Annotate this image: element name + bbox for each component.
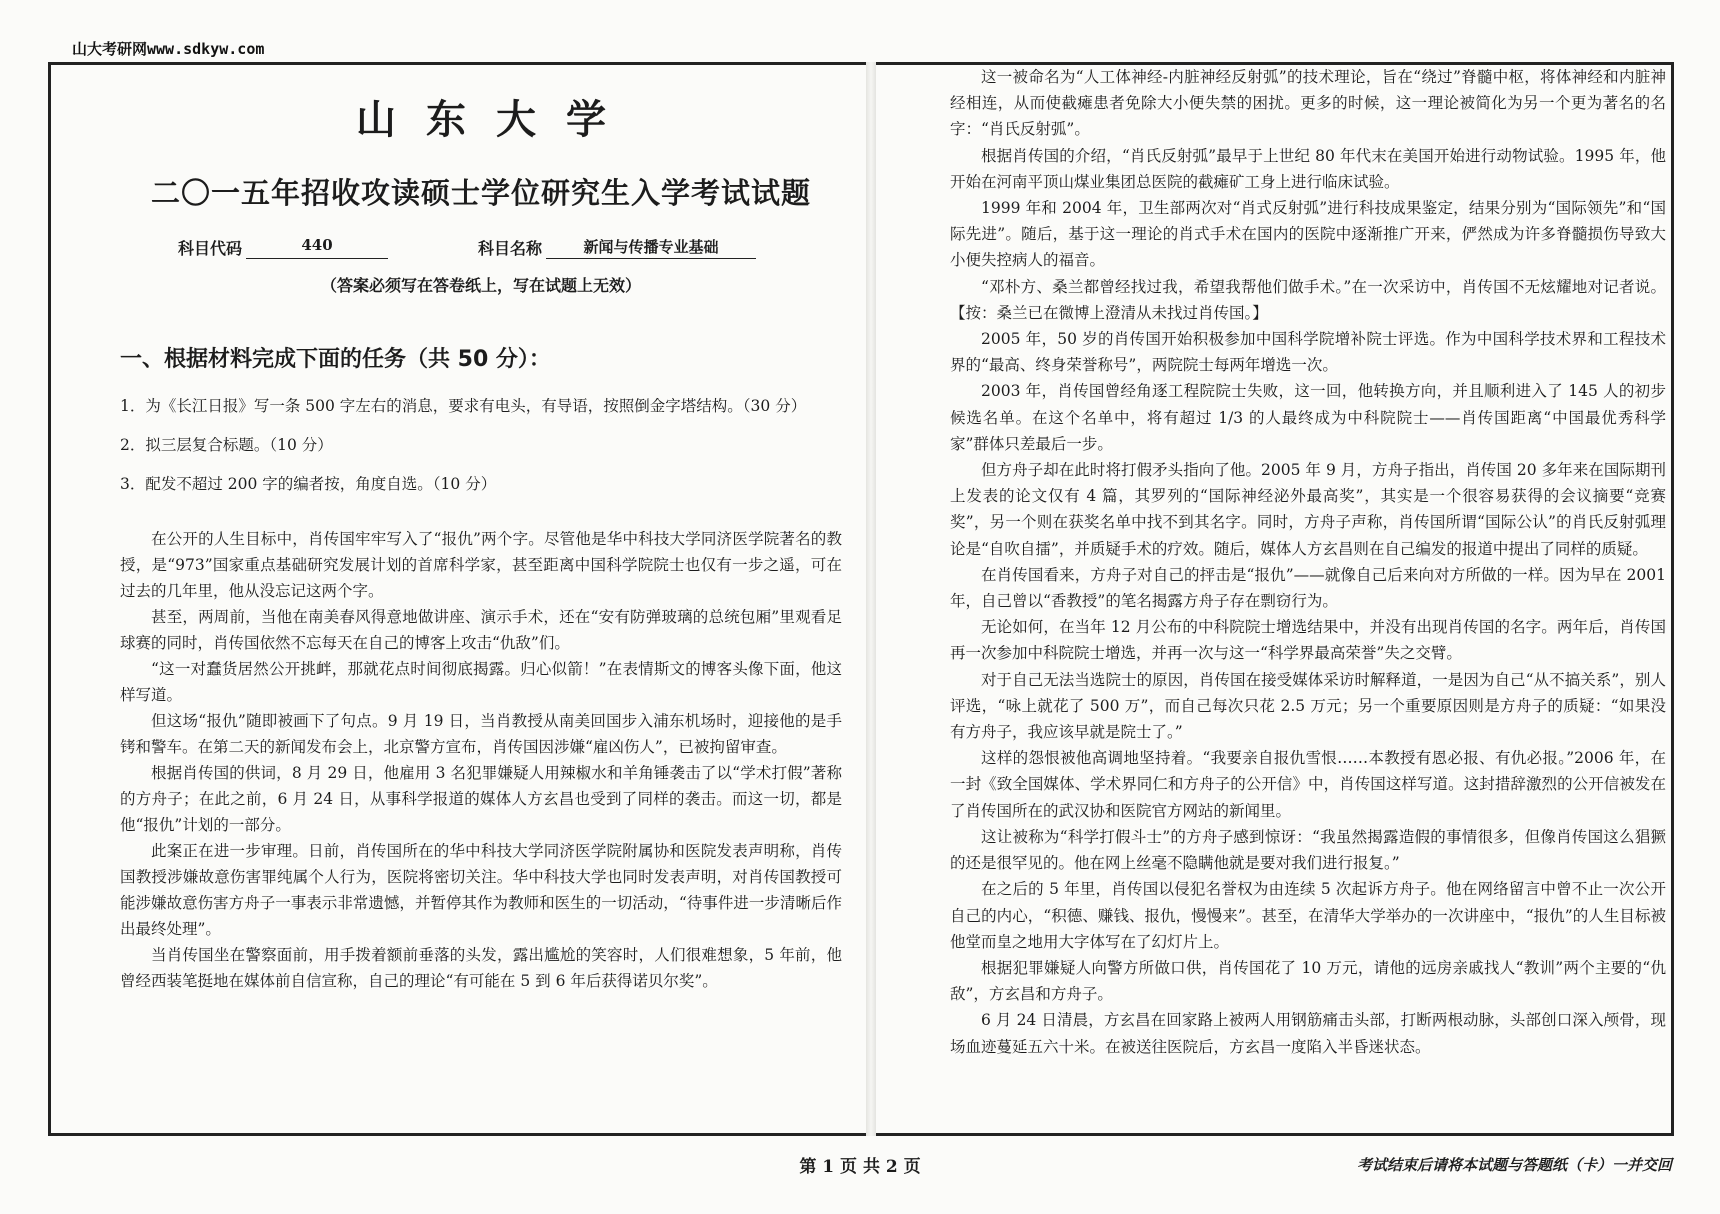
material-paragraph: 1999 年和 2004 年，卫生部两次对“肖式反射弧”进行科技成果鉴定，结果分别为“国际领先”和“国际先进”。随后，基于这一理论的肖式手术在国内的医院中逐渐推广开来，俨然成为许多脊髓损伤导致大小便失控病人的福音。 bbox=[950, 199, 1666, 270]
task-item: 1．为《长江日报》写一条 500 字左右的消息，要求有电头，有导语，按照倒金字塔结构。（30 分） bbox=[120, 397, 807, 415]
material-paragraph: 6 月 24 日清晨，方玄昌在回家路上被两人用钢筋痛击头部，打断两根动脉，头部创口深入颅骨，现场血迹蔓延五六十米。在被送往医院后，方玄昌一度陷入半昏迷状态。 bbox=[950, 1011, 1666, 1056]
material-paragraph: 2005 年，50 岁的肖传国开始积极参加中国科学院增补院士评选。作为中国科学技术界和工程技术界的“最高、终身荣誉称号”，两院院士每两年增选一次。 bbox=[950, 330, 1666, 375]
material-paragraph: 在肖传国看来，方舟子对自己的抨击是“报仇”——就像自己后来向对方所做的一样。因为早在 2001 年，自己曾以“香教授”的笔名揭露方舟子存在剽窃行为。 bbox=[950, 565, 1666, 611]
subject-row bbox=[120, 236, 842, 259]
material-paragraph: 这让被称为“科学打假斗士”的方舟子感到惊讶：“我虽然揭露造假的事情很多，但像肖传国这么猖獗的还是很罕见的。他在网上丝毫不隐瞒他就是要对我们进行报复。” bbox=[950, 827, 1666, 873]
material-paragraph: 在之后的 5 年里，肖传国以侵犯名誉权为由连续 5 次起诉方舟子。他在网络留言中曾不止一次公开自己的内心，“积德、赚钱、报仇，慢慢来”。甚至，在清华大学举办的一次讲座中，“报仇”的人生目标被他堂而皇之地用大字体写在了幻灯片上。 bbox=[950, 880, 1666, 951]
subject-name: 新闻与传播专业基础 bbox=[546, 236, 756, 259]
material-paragraph: 但这场“报仇”随即被画下了句点。9 月 19 日，当肖教授从南美回国步入浦东机场时，迎接他的是手铐和警车。在第二天的新闻发布会上，北京警方宣布，肖传国因涉嫌“雇凶伤人”，已被拘留审查。 bbox=[120, 712, 842, 756]
material-paragraph: 2003 年，肖传国曾经角逐工程院院士失败，这一回，他转换方向，并且顺利进入了 145 人的初步候选名单。在这个名单中，将有超过 1/3 的人最终成为中科院院士——肖传国距离“中国最优秀科学家”群体只差最后一步。 bbox=[950, 382, 1666, 453]
answer-notice: （答案必须写在答卷纸上，写在试题上无效） bbox=[320, 276, 641, 295]
section-heading: 一、根据材料完成下面的任务（共 50 分）： bbox=[120, 347, 551, 372]
footer-note: 考试结束后请将本试题与答题纸（卡）一并交回 bbox=[1356, 1156, 1672, 1174]
subject-code-label: 科目代码 bbox=[178, 239, 243, 258]
task-item: 2．拟三层复合标题。（10 分） bbox=[120, 436, 333, 454]
material-paragraph: 根据肖传国的介绍，“肖氏反射弧”最早于上世纪 80 年代末在美国开始进行动物试验。1995 年，他开始在河南平顶山煤业集团总医院的截瘫矿工身上进行临床试验。 bbox=[950, 146, 1666, 191]
page-fold bbox=[866, 62, 876, 1136]
material-paragraph: “邓朴方、桑兰都曾经找过我，希望我帮他们做手术。”在一次采访中，肖传国不无炫耀地对记者说。【按：桑兰已在微博上澄清从未找过肖传国。】 bbox=[950, 277, 1666, 322]
material-paragraph: 但方舟子却在此时将打假矛头指向了他。2005 年 9 月，方舟子指出，肖传国 20 多年来在国际期刊上发表的论文仅有 4 篇，其罗列的“国际神经泌外最高奖”，其实是一个很容易获得的会议摘要“竞赛奖”，另一个则在获奖名单中找不到其名字。同时，方舟子声称，肖传国所谓“国际公认”的肖氏反射弧理论是“自吹自擂”，并质疑手术的疗效。随后，媒体人方玄昌则在自己编发的报道中提出了同样的质疑。 bbox=[950, 461, 1666, 558]
subject-code: 440 bbox=[246, 236, 388, 259]
material-paragraph: 这一被命名为“人工体神经-内脏神经反射弧”的技术理论，旨在“绕过”脊髓中枢，将体神经和内脏神经相连，从而使截瘫患者免除大小便失禁的困扰。更多的时候，这一理论被简化为另一个更为著名的名字：“肖氏反射弧”。 bbox=[950, 68, 1666, 139]
university-title: 山东大学 bbox=[356, 96, 636, 143]
right-column bbox=[950, 64, 1666, 1060]
material-paragraph: 甚至，两周前，当他在南美春风得意地做讲座、演示手术，还在“安有防弹玻璃的总统包厢”里观看足球赛的同时，肖传国依然不忘每天在自己的博客上攻击“仇敌”们。 bbox=[120, 608, 842, 652]
page-number: 第 1 页 共 2 页 bbox=[799, 1157, 921, 1177]
material-paragraph: 当肖传国坐在警察面前，用手拨着额前垂落的头发，露出尴尬的笑容时，人们很难想象，5 年前，他曾经西装笔挺地在媒体前自信宣称，自己的理论“有可能在 5 到 6 年后获得诺贝尔奖”。 bbox=[120, 946, 842, 990]
exam-title: 二〇一五年招收攻读硕士学位研究生入学考试试题 bbox=[150, 176, 811, 210]
material-paragraph: 此案正在进一步审理。日前，肖传国所在的华中科技大学同济医学院附属协和医院发表声明称，肖传国教授涉嫌故意伤害罪纯属个人行为，医院将密切关注。华中科技大学也同时发表声明，对肖传国教授可能涉嫌故意伤害方舟子一事表示非常遗憾，并暂停其作为教师和医生的一切活动，“待事件进一步清晰后作出最终处理”。 bbox=[120, 842, 842, 938]
material-paragraph: 根据肖传国的供词，8 月 29 日，他雇用 3 名犯罪嫌疑人用辣椒水和羊角锤袭击了以“学术打假”著称的方舟子；在此之前，6 月 24 日，从事科学报道的媒体人方玄昌也受到了同样的袭击。而这一切，都是他“报仇”计划的一部分。 bbox=[120, 764, 842, 834]
material-left bbox=[120, 526, 842, 994]
material-paragraph: “这一对蠢货居然公开挑衅，那就花点时间彻底揭露。归心似箭！”在表情斯文的博客头像下面，他这样写道。 bbox=[120, 660, 842, 704]
material-paragraph: 根据犯罪嫌疑人向警方所做口供，肖传国花了 10 万元，请他的远房亲戚找人“教训”两个主要的“仇敌”，方玄昌和方舟子。 bbox=[950, 958, 1666, 1004]
material-paragraph: 对于自己无法当选院士的原因，肖传国在接受媒体采访时解释道，一是因为自己“从不搞关系”，别人评选，“咏上就花了 500 万”，而自己每次只花 2.5 万元；另一个重要原因则是方舟子的质疑：“如果没有方舟子，我应该早就是院士了。” bbox=[950, 670, 1666, 742]
task-item: 3．配发不超过 200 字的编者按，角度自选。（10 分） bbox=[120, 475, 497, 493]
subject-name-label: 科目名称 bbox=[478, 239, 543, 258]
task-list bbox=[120, 387, 842, 504]
site-header: 山大考研网www.sdkyw.com bbox=[72, 40, 265, 58]
material-paragraph: 这样的怨恨被他高调地坚持着。“我要亲自报仇雪恨……本教授有恩必报、有仇必报。”2006 年，在一封《致全国媒体、学术界同仁和方舟子的公开信》中，肖传国这样写道。这封措辞激烈的公开信被发在了肖传国所在的武汉协和医院官方网站的新闻里。 bbox=[950, 749, 1666, 820]
left-column bbox=[120, 78, 842, 994]
material-paragraph: 无论如何，在当年 12 月公布的中科院院士增选结果中，并没有出现肖传国的名字。两年后，肖传国再一次参加中科院院士增选，并再一次与这一“科学界最高荣誉”失之交臂。 bbox=[950, 618, 1666, 663]
material-paragraph: 在公开的人生目标中，肖传国牢牢写入了“报仇”两个字。尽管他是华中科技大学同济医学院著名的教授，是“973”国家重点基础研究发展计划的首席科学家，甚至距离中国科学院院士也仅有一步之遥，可在过去的几年里，他从没忘记这两个字。 bbox=[120, 530, 842, 600]
